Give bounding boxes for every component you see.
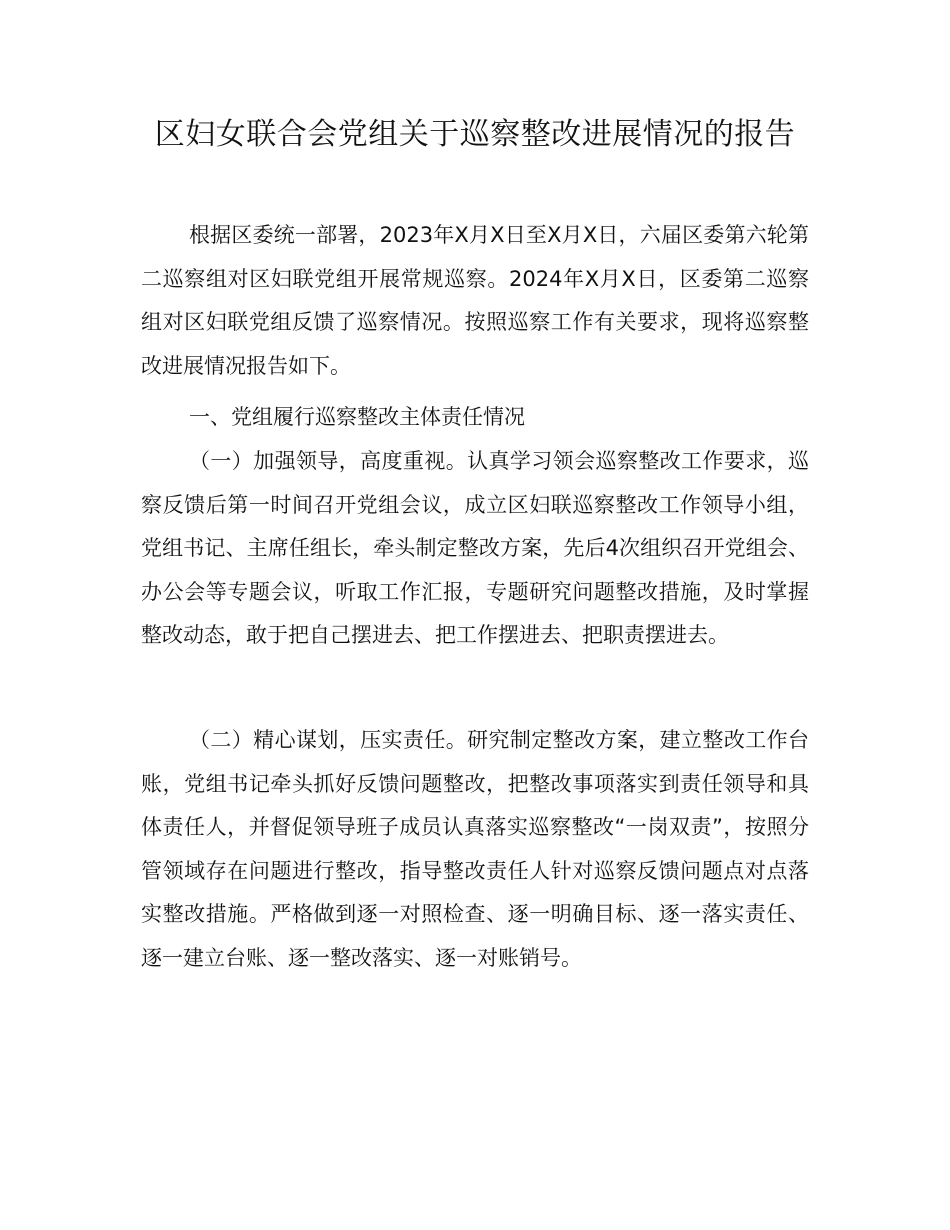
paragraph-intro: 根据区委统一部署，2023年X月X日至X月X日，六届区委第六轮第二巡察组对区妇联党组开展常规巡察。2024年X月X日，区委第二巡察组对区妇联党组反馈了巡察情况。按照巡察工作有关要求，现将巡察整改进展情况报告如下。	[141, 223, 809, 378]
section-heading: 一、党组履行巡察整改主体责任情况	[189, 405, 525, 429]
document-title: 区妇女联合会党组关于巡察整改进展情况的报告	[154, 117, 796, 152]
paragraph-responsibility: （二）精心谋划，压实责任。研究制定整改方案，建立整改工作台账，党组书记牵头抓好反馈问题整改，把整改事项落实到责任领导和具体责任人，并督促领导班子成员认真落实巡察整改“一岗双责”，按照分管领域存在问题进行整改，指导整改责任人针对巡察反馈问题点对点落实整改措施。严格做到逐一对照检查、逐一明确目标、逐一落实责任、逐一建立台账、逐一整改落实、逐一对账销号。	[141, 728, 809, 970]
paragraph-leadership: （一）加强领导，高度重视。认真学习领会巡察整改工作要求，巡察反馈后第一时间召开党组会议，成立区妇联巡察整改工作领导小组，党组书记、主席任组长，牵头制定整改方案，先后4次组织召开党组会、办公会等专题会议，听取工作汇报，专题研究问题整改措施，及时掌握整改动态，敢于把自己摆进去、把工作摆进去、把职责摆进去。	[141, 449, 809, 647]
